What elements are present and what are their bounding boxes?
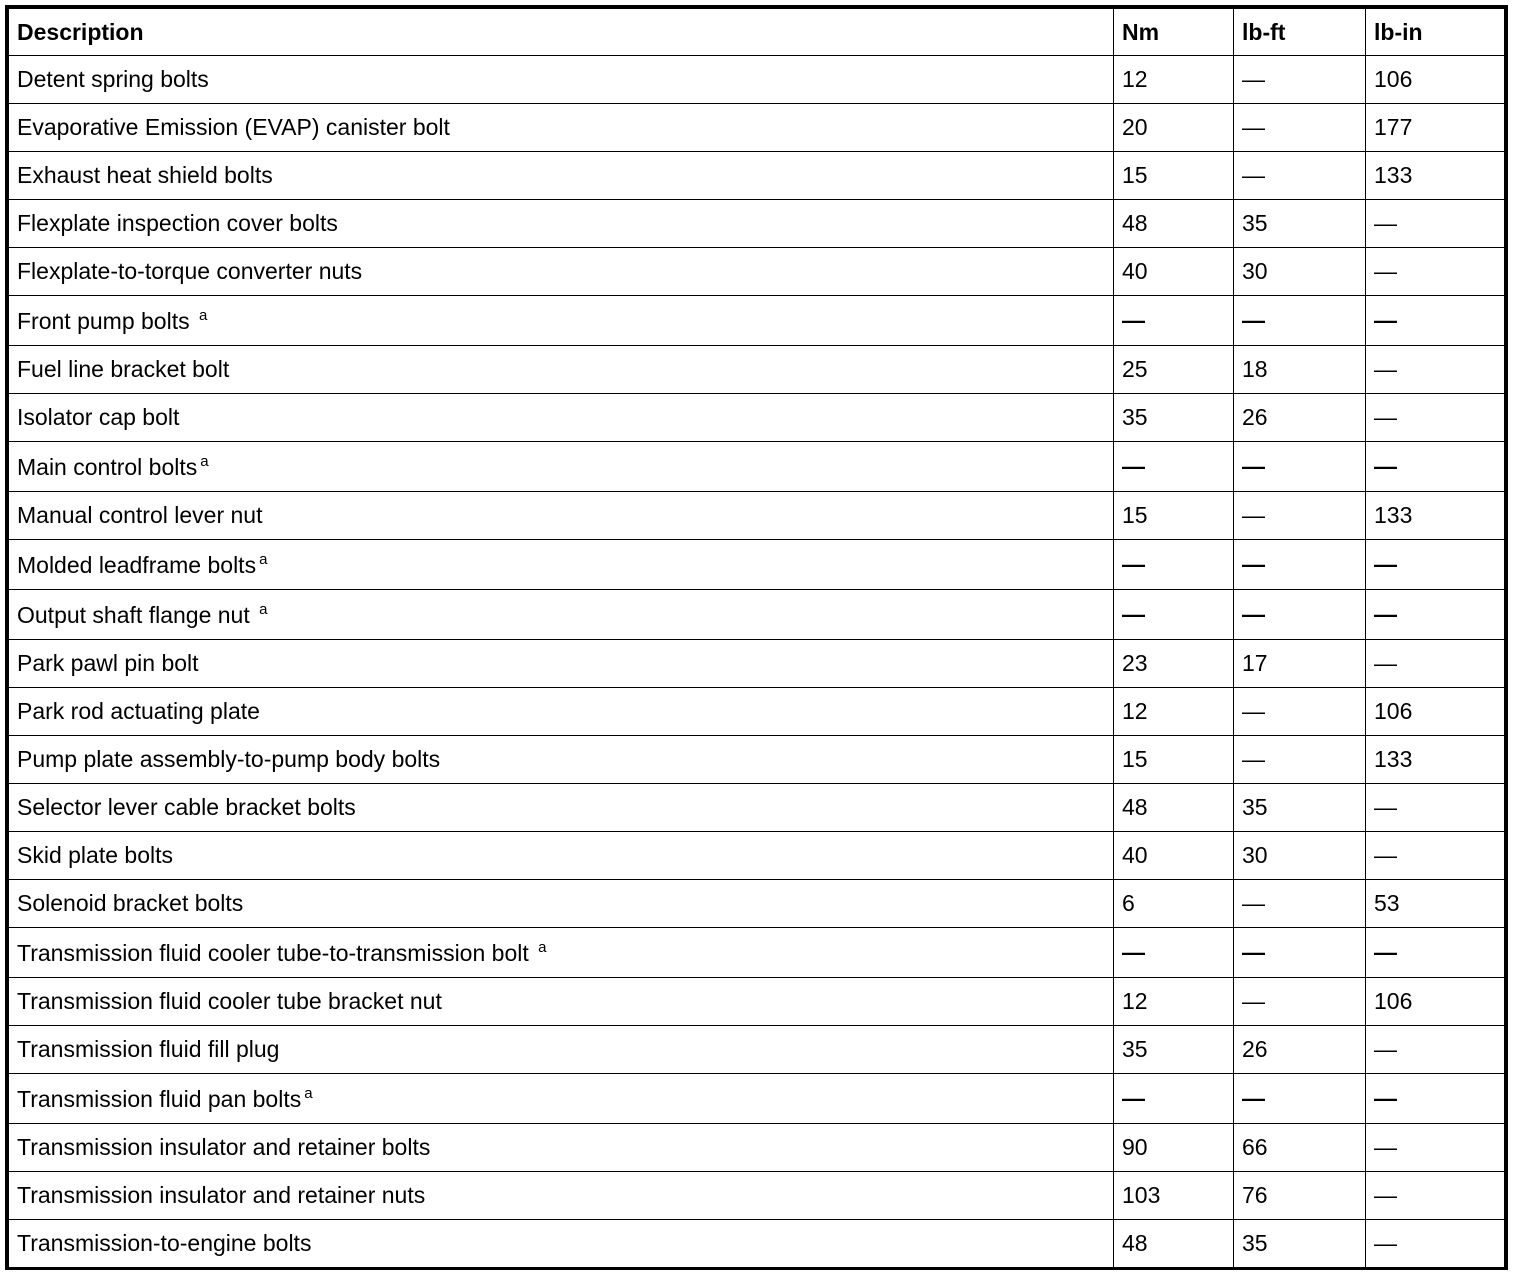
cell-description <box>9 1074 1114 1124</box>
cell-nm: — <box>1114 1074 1234 1124</box>
cell-lbft: — <box>1234 1074 1366 1124</box>
description-text: Exhaust heat shield bolts <box>17 162 273 188</box>
torque-spec-table-frame <box>5 5 1508 1270</box>
cell-nm: 12 <box>1114 56 1234 104</box>
cell-description <box>9 832 1114 880</box>
description-text: Transmission insulator and retainer nuts <box>17 1182 426 1208</box>
table-row <box>9 1124 1505 1172</box>
torque-spec-table <box>8 8 1505 1268</box>
cell-nm: 35 <box>1114 394 1234 442</box>
cell-description <box>9 928 1114 978</box>
table-row <box>9 736 1505 784</box>
description-text: Skid plate bolts <box>17 842 173 868</box>
table-row <box>9 784 1505 832</box>
cell-lbin: — <box>1366 590 1505 640</box>
table-row <box>9 442 1505 492</box>
cell-description <box>9 200 1114 248</box>
cell-nm: 12 <box>1114 978 1234 1026</box>
description-text: Park rod actuating plate <box>17 698 260 724</box>
cell-description <box>9 1026 1114 1074</box>
cell-lbft: — <box>1234 152 1366 200</box>
cell-lbft: 76 <box>1234 1172 1366 1220</box>
cell-lbft: — <box>1234 688 1366 736</box>
table-row <box>9 928 1505 978</box>
description-text: Selector lever cable bracket bolts <box>17 794 356 820</box>
header-lbft: lb-ft <box>1234 9 1366 56</box>
table-row <box>9 56 1505 104</box>
description-text: Flexplate-to-torque converter nuts <box>17 258 363 284</box>
cell-nm: 40 <box>1114 248 1234 296</box>
cell-lbft: 35 <box>1234 1220 1366 1268</box>
cell-description <box>9 394 1114 442</box>
cell-nm: — <box>1114 928 1234 978</box>
cell-lbft: 30 <box>1234 248 1366 296</box>
cell-nm: 20 <box>1114 104 1234 152</box>
cell-lbft: — <box>1234 590 1366 640</box>
cell-lbft: — <box>1234 104 1366 152</box>
cell-lbin: 177 <box>1366 104 1505 152</box>
description-text: Solenoid bracket bolts <box>17 890 244 916</box>
header-row <box>9 9 1505 56</box>
cell-lbin: — <box>1366 394 1505 442</box>
cell-lbft: — <box>1234 56 1366 104</box>
cell-nm: 40 <box>1114 832 1234 880</box>
cell-lbin: 133 <box>1366 492 1505 540</box>
header-nm: Nm <box>1114 9 1234 56</box>
cell-nm: 90 <box>1114 1124 1234 1172</box>
table-row <box>9 248 1505 296</box>
cell-lbft: — <box>1234 540 1366 590</box>
table-row <box>9 978 1505 1026</box>
description-text: Transmission insulator and retainer bolts <box>17 1134 431 1160</box>
table-row <box>9 540 1505 590</box>
cell-lbft: 26 <box>1234 394 1366 442</box>
cell-description <box>9 152 1114 200</box>
cell-nm: 48 <box>1114 1220 1234 1268</box>
cell-nm: — <box>1114 296 1234 346</box>
footnote-marker: a <box>259 551 268 568</box>
cell-lbin: — <box>1366 640 1505 688</box>
description-text: Transmission fluid fill plug <box>17 1036 280 1062</box>
description-text: Evaporative Emission (EVAP) canister bolt <box>17 114 450 140</box>
cell-description <box>9 346 1114 394</box>
description-text: Transmission-to-engine bolts <box>17 1230 312 1256</box>
cell-lbin: 106 <box>1366 56 1505 104</box>
cell-description <box>9 56 1114 104</box>
cell-nm: 12 <box>1114 688 1234 736</box>
description-text: Transmission fluid pan bolts <box>17 1086 302 1112</box>
footnote-marker: a <box>198 307 208 324</box>
cell-nm: — <box>1114 442 1234 492</box>
description-text: Pump plate assembly-to-pump body bolts <box>17 746 441 772</box>
description-text: Output shaft flange nut <box>17 602 257 628</box>
cell-lbin: 133 <box>1366 152 1505 200</box>
footnote-marker: a <box>200 453 209 470</box>
table-row <box>9 688 1505 736</box>
cell-nm: 15 <box>1114 152 1234 200</box>
cell-lbin: — <box>1366 928 1505 978</box>
cell-lbft: — <box>1234 736 1366 784</box>
cell-description <box>9 1220 1114 1268</box>
cell-lbin: 133 <box>1366 736 1505 784</box>
cell-description <box>9 296 1114 346</box>
cell-description <box>9 880 1114 928</box>
cell-nm: 35 <box>1114 1026 1234 1074</box>
cell-lbin: — <box>1366 540 1505 590</box>
cell-lbft: — <box>1234 442 1366 492</box>
table-row <box>9 1074 1505 1124</box>
cell-lbin: — <box>1366 1026 1505 1074</box>
table-row <box>9 394 1505 442</box>
cell-lbft: 17 <box>1234 640 1366 688</box>
cell-description <box>9 688 1114 736</box>
cell-lbft: — <box>1234 296 1366 346</box>
table-row <box>9 832 1505 880</box>
cell-lbin: — <box>1366 1074 1505 1124</box>
description-text: Detent spring bolts <box>17 66 209 92</box>
cell-lbft: 26 <box>1234 1026 1366 1074</box>
table-row <box>9 152 1505 200</box>
cell-lbft: 35 <box>1234 200 1366 248</box>
cell-description <box>9 978 1114 1026</box>
table-row <box>9 1026 1505 1074</box>
description-text: Fuel line bracket bolt <box>17 356 230 382</box>
cell-description <box>9 736 1114 784</box>
cell-nm: 48 <box>1114 200 1234 248</box>
description-text: Flexplate inspection cover bolts <box>17 210 338 236</box>
cell-lbin: 106 <box>1366 688 1505 736</box>
description-text: Isolator cap bolt <box>17 404 180 430</box>
cell-lbft: 66 <box>1234 1124 1366 1172</box>
cell-lbft: — <box>1234 928 1366 978</box>
cell-lbft: 35 <box>1234 784 1366 832</box>
cell-lbin: — <box>1366 784 1505 832</box>
cell-nm: — <box>1114 540 1234 590</box>
cell-lbft: 30 <box>1234 832 1366 880</box>
cell-nm: 15 <box>1114 736 1234 784</box>
cell-nm: — <box>1114 590 1234 640</box>
cell-nm: 23 <box>1114 640 1234 688</box>
cell-description <box>9 442 1114 492</box>
description-text: Front pump bolts <box>17 308 196 334</box>
description-text: Transmission fluid cooler tube-to-transmission bolt <box>17 940 536 966</box>
cell-lbin: — <box>1366 1124 1505 1172</box>
footnote-marker: a <box>304 1085 313 1102</box>
cell-description <box>9 492 1114 540</box>
cell-nm: 6 <box>1114 880 1234 928</box>
cell-lbin: — <box>1366 1220 1505 1268</box>
cell-lbin: — <box>1366 200 1505 248</box>
cell-nm: 15 <box>1114 492 1234 540</box>
table-row <box>9 296 1505 346</box>
table-row <box>9 346 1505 394</box>
table-row <box>9 1220 1505 1268</box>
table-row <box>9 880 1505 928</box>
cell-nm: 25 <box>1114 346 1234 394</box>
description-text: Park pawl pin bolt <box>17 650 199 676</box>
cell-lbft: 18 <box>1234 346 1366 394</box>
cell-lbin: — <box>1366 346 1505 394</box>
cell-lbin: 106 <box>1366 978 1505 1026</box>
table-row <box>9 492 1505 540</box>
cell-description <box>9 784 1114 832</box>
cell-description <box>9 540 1114 590</box>
header-lbin: lb-in <box>1366 9 1505 56</box>
footnote-marker: a <box>538 939 547 956</box>
header-description: Description <box>9 9 1114 56</box>
cell-lbft: — <box>1234 492 1366 540</box>
cell-description <box>9 1172 1114 1220</box>
cell-lbin: — <box>1366 1172 1505 1220</box>
table-row <box>9 590 1505 640</box>
table-body <box>9 56 1505 1268</box>
cell-description <box>9 104 1114 152</box>
cell-lbft: — <box>1234 880 1366 928</box>
description-text: Manual control lever nut <box>17 502 263 528</box>
cell-description <box>9 248 1114 296</box>
table-row <box>9 104 1505 152</box>
description-text: Main control bolts <box>17 454 198 480</box>
cell-description <box>9 640 1114 688</box>
cell-lbft: — <box>1234 978 1366 1026</box>
cell-lbin: — <box>1366 442 1505 492</box>
table-row <box>9 640 1505 688</box>
cell-nm: 103 <box>1114 1172 1234 1220</box>
cell-lbin: — <box>1366 248 1505 296</box>
cell-lbin: 53 <box>1366 880 1505 928</box>
cell-description <box>9 1124 1114 1172</box>
cell-lbin: — <box>1366 296 1505 346</box>
cell-nm: 48 <box>1114 784 1234 832</box>
cell-description <box>9 590 1114 640</box>
description-text: Transmission fluid cooler tube bracket nut <box>17 988 442 1014</box>
table-row <box>9 1172 1505 1220</box>
description-text: Molded leadframe bolts <box>17 552 257 578</box>
table-row <box>9 200 1505 248</box>
cell-lbin: — <box>1366 832 1505 880</box>
footnote-marker: a <box>259 601 268 618</box>
